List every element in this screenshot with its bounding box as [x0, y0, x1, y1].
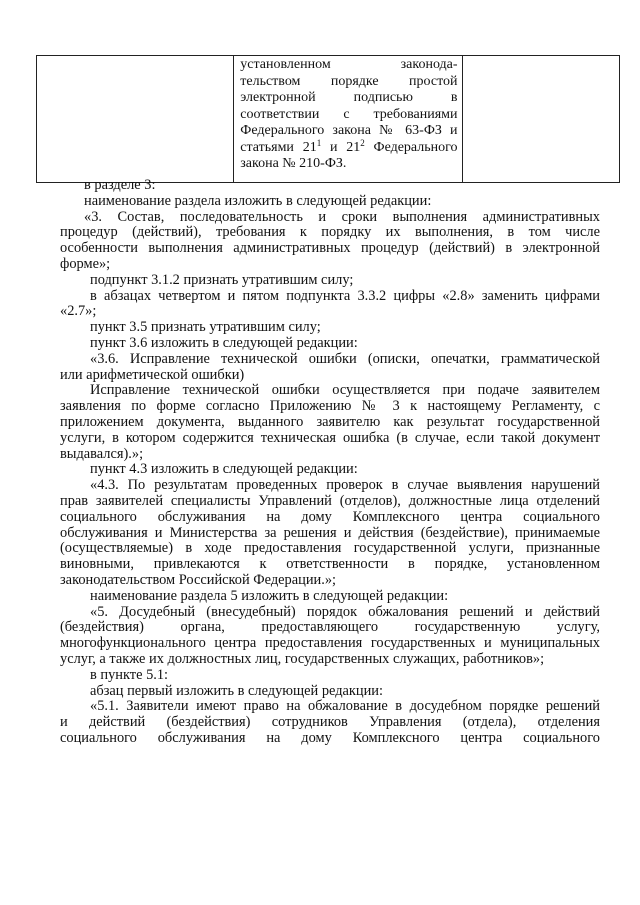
paragraph-line: «4.3. По результатам проведенных проверок в случае выявления нарушений [90, 477, 600, 494]
paragraph-line: виновными, привлекаются к ответственности в порядке, установленном [60, 556, 600, 573]
paragraph-line: «3. Состав, последовательность и сроки выполнения административных [84, 208, 600, 225]
paragraph-line: наименование раздела 5 изложить в следующей редакции: [90, 587, 449, 604]
paragraph-line: пункт 4.3 изложить в следующей редакции: [90, 461, 358, 478]
cell-line: закона № 210-ФЗ. [240, 156, 347, 171]
paragraph-line: заявления по форме согласно Приложению № 3 к настоящему Регламенту, с [60, 398, 600, 415]
paragraph-line: «3.6. Исправление технической ошибки (описки, опечатки, грамматической [90, 350, 600, 367]
paragraph-line: «5. Досудебный (внесудебный) порядок обжалования решений и действий [90, 603, 600, 620]
paragraph-line: приложением документа, выданного заявителю как результат государственной [60, 413, 600, 430]
paragraph-line: (осуществляемые) в ходе предоставления государственной услуги, признанные [60, 540, 600, 557]
document-body [60, 178, 600, 747]
paragraph-line: в разделе 3: [84, 177, 156, 193]
paragraph-line: в пункте 5.1: [90, 666, 169, 683]
superscript-2: 2 [360, 137, 365, 148]
paragraph-line: «2.7»; [60, 303, 97, 320]
paragraph-line: выдавался).»; [60, 445, 144, 462]
cell-line: электронной подписью в [240, 90, 458, 105]
paragraph-line: прав заявителей специалисты Управлений (отделов), должностные лица отделений [60, 492, 600, 509]
articles-prefix: статьями 21 [240, 139, 317, 155]
superscript-1: 1 [316, 137, 322, 148]
cell-line-articles [240, 137, 458, 157]
paragraph-line: процедур (действий), требования к порядку их выполнения, в том числе [60, 224, 600, 241]
articles-and: и 21 [321, 139, 361, 155]
paragraph-line: пункт 3.6 изложить в следующей редакции: [90, 334, 358, 351]
paragraph-line: форме»; [60, 255, 111, 272]
paragraph-line: услуги, в котором содержится техническая ошибка (в случае, если такой документ [60, 429, 600, 446]
table-cell-text [234, 56, 462, 183]
paragraph-line: подпункт 3.1.2 признать утратившим силу; [90, 271, 354, 288]
cell-line: Федерального закона № 63-ФЗ и [240, 123, 458, 138]
paragraph-line: услуг, а также их должностных лиц, государственных служащих, работников»; [60, 650, 545, 667]
cell-line: установленном законода- [240, 57, 458, 72]
paragraph-line: (бездействия) органа, предоставляющего государственную услугу, [60, 619, 600, 636]
paragraph-line: многофункционального центра предоставления государственных и муниципальных [60, 635, 600, 652]
table-fragment [36, 55, 620, 183]
table-row [37, 56, 620, 183]
table-cell-empty-right [462, 56, 619, 183]
paragraph-line: особенности выполнения административных процедур (действий) в электронной [60, 240, 600, 257]
cell-line: тельством порядке простой [240, 73, 458, 89]
paragraph-line: и действий (бездействия) сотрудников Управления (отдела), отделения [60, 714, 600, 731]
cell-line: соответствии с требованиями [240, 106, 458, 122]
paragraph-line: наименование раздела изложить в следующей редакции: [84, 192, 432, 209]
paragraph-line: законодательством Российской Федерации.»; [60, 571, 337, 588]
table-cell-empty-left [37, 56, 234, 183]
paragraph-line: Исправление технической ошибки осуществляется при подаче заявителем [90, 382, 600, 399]
paragraph-line: или арифметической ошибки) [60, 366, 245, 383]
paragraph-line: абзац первый изложить в следующей редакции: [90, 682, 384, 699]
paragraph-line: обслуживания и Министерства за решения и действия (бездействие), принимаемые [60, 524, 600, 541]
paragraph-line: «5.1. Заявители имеют право на обжалование в досудебном порядке решений [90, 698, 600, 715]
paragraph-line: в абзацах четвертом и пятом подпункта 3.3.2 цифры «2.8» заменить цифрами [90, 287, 600, 304]
paragraph-line: пункт 3.5 признать утратившим силу; [90, 319, 321, 336]
paragraph-line: социального обслуживания на дому Комплексного центра социального [60, 508, 600, 525]
articles-suffix: Федерального [364, 139, 458, 155]
paragraph-line: социального обслуживания на дому Комплексного центра социального [60, 729, 600, 746]
